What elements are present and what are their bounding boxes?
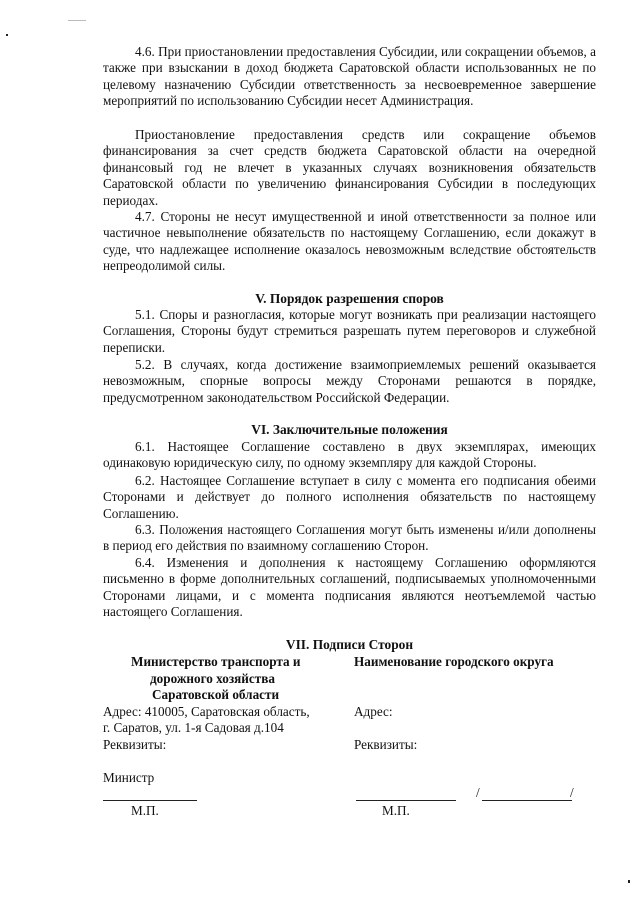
paragraph-4-6: 4.6. При приостановлении предоставления Субсидии, или сокращении объемов, а также при взыскании в доход бюджета Саратовской области использованных не по целевому назначению Субсидии ответственность за несвоевременное завершение мероприятий по использованию Субсидии несет Администрация. xyxy=(103,44,596,109)
paragraph-4-7: 4.7. Стороны не несут имущественной и иной ответственности за полное или частичное невыполнение обязательств по настоящему Соглашению, если докажут в суде, что надлежащее исполнение оказалось невозможным вследствие обстоятельств непреодолимой силы. xyxy=(103,209,596,274)
right-party-name: Наименование городского округа xyxy=(354,654,554,669)
left-party-requisites: Реквизиты: xyxy=(103,737,167,752)
paragraph-5-1: 5.1. Споры и разногласия, которые могут возникать при реализации настоящего Соглашения, Стороны будут стремиться разрешать путем переговоров и служебной переписки. xyxy=(103,307,596,355)
right-name-slash-close: / xyxy=(570,785,574,800)
left-party-seal: М.П. xyxy=(131,803,159,818)
paragraph-6-3: 6.3. Положения настоящего Соглашения могут быть изменены и/или дополнены в период его действия по взаимному соглашению Сторон. xyxy=(103,522,596,554)
section-6-heading: VI. Заключительные положения xyxy=(251,422,448,437)
left-party-position: Министр xyxy=(103,770,155,785)
section-5-heading: V. Порядок разрешения споров xyxy=(255,291,444,306)
scan-mark-right xyxy=(628,880,630,883)
paragraph-6-1: 6.1. Настоящее Соглашение составлено в двух экземплярах, имеющих одинаковую юридическую силу, по одному экземпляру для каждой Стороны. xyxy=(103,439,596,471)
right-party-address: Адрес: xyxy=(354,704,393,719)
left-party-name-line-1: Министерство транспорта и xyxy=(131,654,301,669)
right-party-seal: М.П. xyxy=(382,803,410,818)
scan-mark-left xyxy=(6,34,8,36)
right-signature-line xyxy=(356,800,456,801)
left-party-name-line-2: дорожного хозяйства xyxy=(150,671,275,686)
paragraph-4-6-continued: Приостановление предоставления средств или сокращение объемов финансирования за счет средств бюджета Саратовской области на очередной финансовый год не влечет в указанных случаях возникновения обязательств Саратовской области по увеличению финансирования Субсидии в последующих периодах. xyxy=(103,127,596,208)
right-name-line xyxy=(482,800,572,801)
paragraph-6-4: 6.4. Изменения и дополнения к настоящему Соглашению оформляются письменно в форме дополнительных соглашений, подписываемых уполномоченными Сторонами лицами, и с момента подписания являются неотъемлемой частью настоящего Соглашения. xyxy=(103,555,596,620)
right-name-slash-open: / xyxy=(476,785,480,800)
paragraph-5-2: 5.2. В случаях, когда достижение взаимоприемлемых решений оказывается невозможным, спорные вопросы между Сторонами решаются в порядке, предусмотренном законодательством Российской Федерации. xyxy=(103,357,596,405)
paragraph-6-2: 6.2. Настоящее Соглашение вступает в силу с момента его подписания обеими Сторонами и действует до полного исполнения обязательств по настоящему Соглашению. xyxy=(103,473,596,521)
left-signature-line xyxy=(103,800,197,801)
left-party-name-line-3: Саратовской области xyxy=(152,687,280,702)
left-party-address-line-2: г. Саратов, ул. 1-я Садовая д.104 xyxy=(103,720,284,735)
right-party-requisites: Реквизиты: xyxy=(354,737,418,752)
scan-mark-top xyxy=(68,20,86,21)
section-7-heading: VII. Подписи Сторон xyxy=(285,637,414,652)
left-party-address-line-1: Адрес: 410005, Саратовская область, xyxy=(103,704,310,719)
